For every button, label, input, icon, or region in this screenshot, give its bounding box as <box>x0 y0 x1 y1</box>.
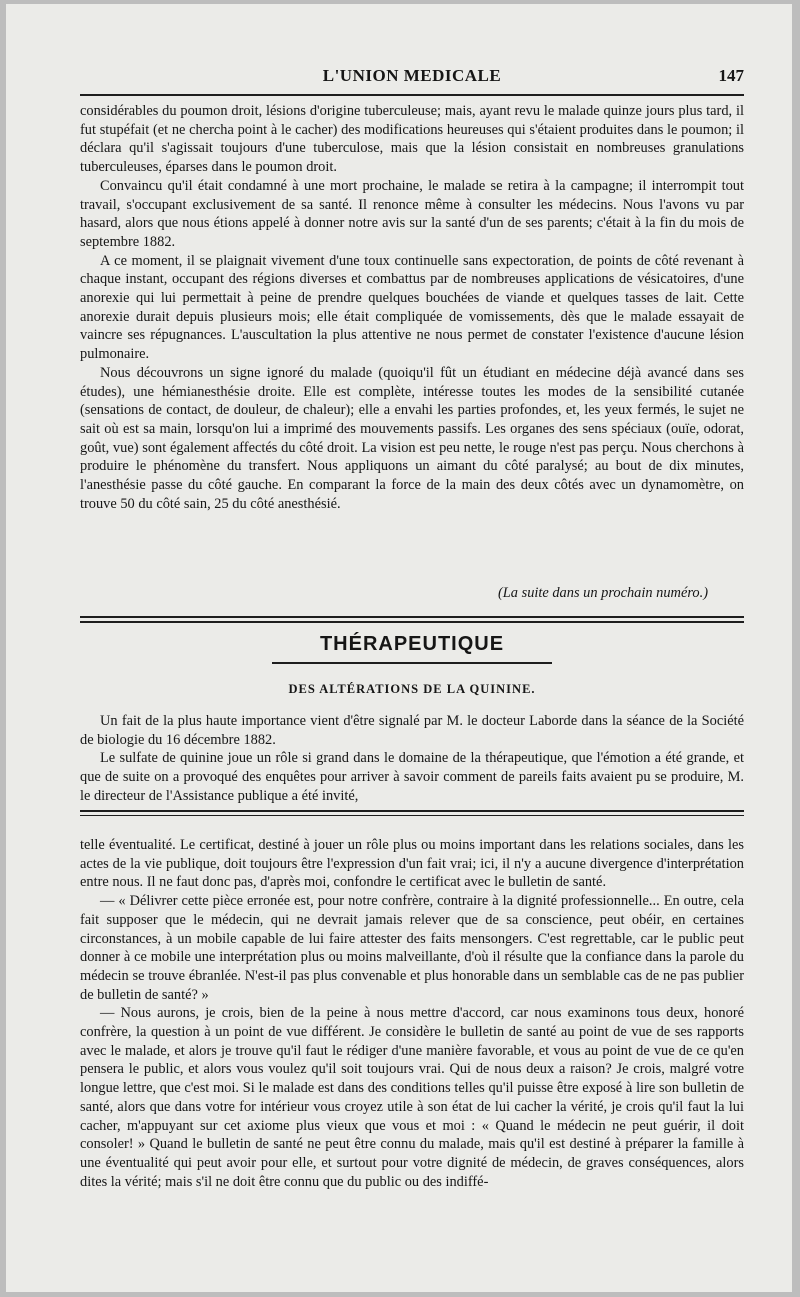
article-body <box>80 102 744 513</box>
feuilleton-paragraph: — Nous aurons, je crois, bien de la peine à nous mettre d'accord, car nous examinons tous deux, honoré confrère, la question à un point de vue différent. Je considère le bulletin de santé au point de vue de ses rapports avec le malade, et alors je trouve qu'il faut le rédiger d'une manière favorable, et vous au point de vue de ce qu'en pensera le public, et alors vous voulez qu'il soit toujours vrai. Qui de nous deux a raison? Je crois, malgré votre longue lettre, que c'est moi. Si le malade est dans des conditions telles qu'il puisse être exposé à lire son bulletin de santé, alors que dans votre for intérieur vous croyez utile à son état de lui cacher la vérité, je crois qu'il faut la lui cacher, m'appuyant sur cet axiome plus vieux que vous et moi : « Quand le médecin ne peut guérir, il doit consoler! » Quand le bulletin de santé ne peut être connu du malade, mais qu'il est destiné à préparer la famille à une éventualité qui peut avoir pour elle, et surtout pour votre dignité de médecin, de graves conséquences, alors dites la vérité; mais s'il ne doit être connu que du public ou des indiffé- <box>80 1005 744 1190</box>
feuilleton-paragraph: — « Délivrer cette pièce erronée est, pour notre confrère, contraire à la dignité professionnelle... En outre, cela fait supposer que le médecin, qui ne devrait jamais relever que de sa conscience, peut obéir, en certaines circonstances, à un mobile capable de lui faire attester des faits mensongers. C'est regrettable, car le public peut donner à ce mobile une interprétation plus ou moins malveillante, d'où il résulte que la confiance dans la parole du médecin se trouve ébranlée. N'est-il pas plus convenable et plus honorable dans un semblable cas de ne pas publier de bulletin de santé? » <box>80 893 744 1003</box>
section-title-underline <box>272 662 552 664</box>
section-double-rule-top <box>80 616 744 618</box>
section-title: THÉRAPEUTIQUE <box>319 633 505 655</box>
feuilleton-rule-bottom <box>80 815 744 816</box>
therapeutics-paragraph: Un fait de la plus haute importance vient d'être signalé par M. le docteur Laborde dans la séance de la Société de biologie du 16 décembre 1882. <box>80 713 744 748</box>
therapeutics-body <box>80 712 744 806</box>
continuation-note: (La suite dans un prochain numéro.) <box>498 585 708 601</box>
running-header <box>80 66 744 88</box>
page-number: 147 <box>718 66 744 85</box>
article-paragraph: Convaincu qu'il était condamné à une mort prochaine, le malade se retira à la campagne; il interrompit tout travail, s'occupant exclusivement de sa santé. Il renonce même à consulter les médecins. Nous l'avons vu par hasard, alors que nous étions appelé à donner notre avis sur la santé d'un de ses parents; c'était à la fin du mois de septembre 1882. <box>80 177 744 250</box>
therapeutics-paragraph: Le sulfate de quinine joue un rôle si grand dans le domaine de la thérapeutique, que l'émotion a été grande, et que de suite on a provoqué des enquêtes pour arriver à savoir comment de pareils faits avaient pu se produire, M. le directeur de l'Assistance publique a été invité, <box>80 750 744 804</box>
article-paragraph: Nous découvrons un signe ignoré du malade (quoiqu'il fût un étudiant en médecine déjà avancé dans ses études), une hémianesthésie droite. Elle est complète, intéresse toutes les modes de la sensibilité cutanée (sensations de contact, de douleur, de chaleur); elle a envahi les parties profondes, et, les yeux fermés, le sujet ne sait où est sa main, lorsqu'on lui a imprimé des mouvements passifs. Les organes des sens spéciaux (ouïe, odorat, goût, vue) sont également affectés du côté droit. La vision est peu nette, le rouge n'est pas perçu. Nous cherchons à produire le phénomène du transfert. Nous appliquons un aimant du côté paralysé; au bout de dix minutes, l'anesthésie passe du côté gauche. En comparant la force de la main des deux côtés avec un dynamomètre, on trouve 50 du côté sain, 25 du côté anesthésié. <box>80 364 744 512</box>
article-paragraph: considérables du poumon droit, lésions d'origine tuberculeuse; mais, ayant revu le malade quinze jours plus tard, il fut stupéfait (et ne chercha point à le cacher) des modifications heureuses qui s'étaient produites dans le poumon; il déclara qu'il s'agissait toujours d'une tuberculose, mais que la lésion consistait en nombreuses granulations tuberculeuses, éparses dans le poumon droit. <box>80 103 744 176</box>
article-paragraph: A ce moment, il se plaignait vivement d'une toux continuelle sans expectoration, de points de côté revenant à chaque instant, occupant des régions diverses et combattus par de nombreuses applications de vésicatoires, d'une anorexie qui lui permettait à peine de prendre quelques bouchées de viande et quelques tasses de lait. Cette anorexie durait depuis plusieurs mois; elle était compliquée de vomissements, dès que le malade essayait de vaincre ses répugnances. L'auscultation la plus attentive ne nous permet de constater l'existence d'aucune lésion pulmonaire. <box>80 252 744 363</box>
section-double-rule-bottom <box>80 621 744 623</box>
journal-title: L'UNION MEDICALE <box>322 66 502 85</box>
feuilleton-rule-top <box>80 810 744 812</box>
header-rule <box>80 94 744 96</box>
feuilleton-paragraph: telle éventualité. Le certificat, destiné à jouer un rôle plus ou moins important dans les relations sociales, dans les actes de la vie publique, doit toujours être l'expression d'un fait vrai; ici, il n'y a aucune divergence d'interprétation entre nous. Il ne faut donc pas, d'après moi, confondre le certificat avec le bulletin de santé. <box>80 837 744 891</box>
subsection-title: DES ALTÉRATIONS DE LA QUININE. <box>288 682 536 696</box>
feuilleton-body <box>80 836 744 1191</box>
